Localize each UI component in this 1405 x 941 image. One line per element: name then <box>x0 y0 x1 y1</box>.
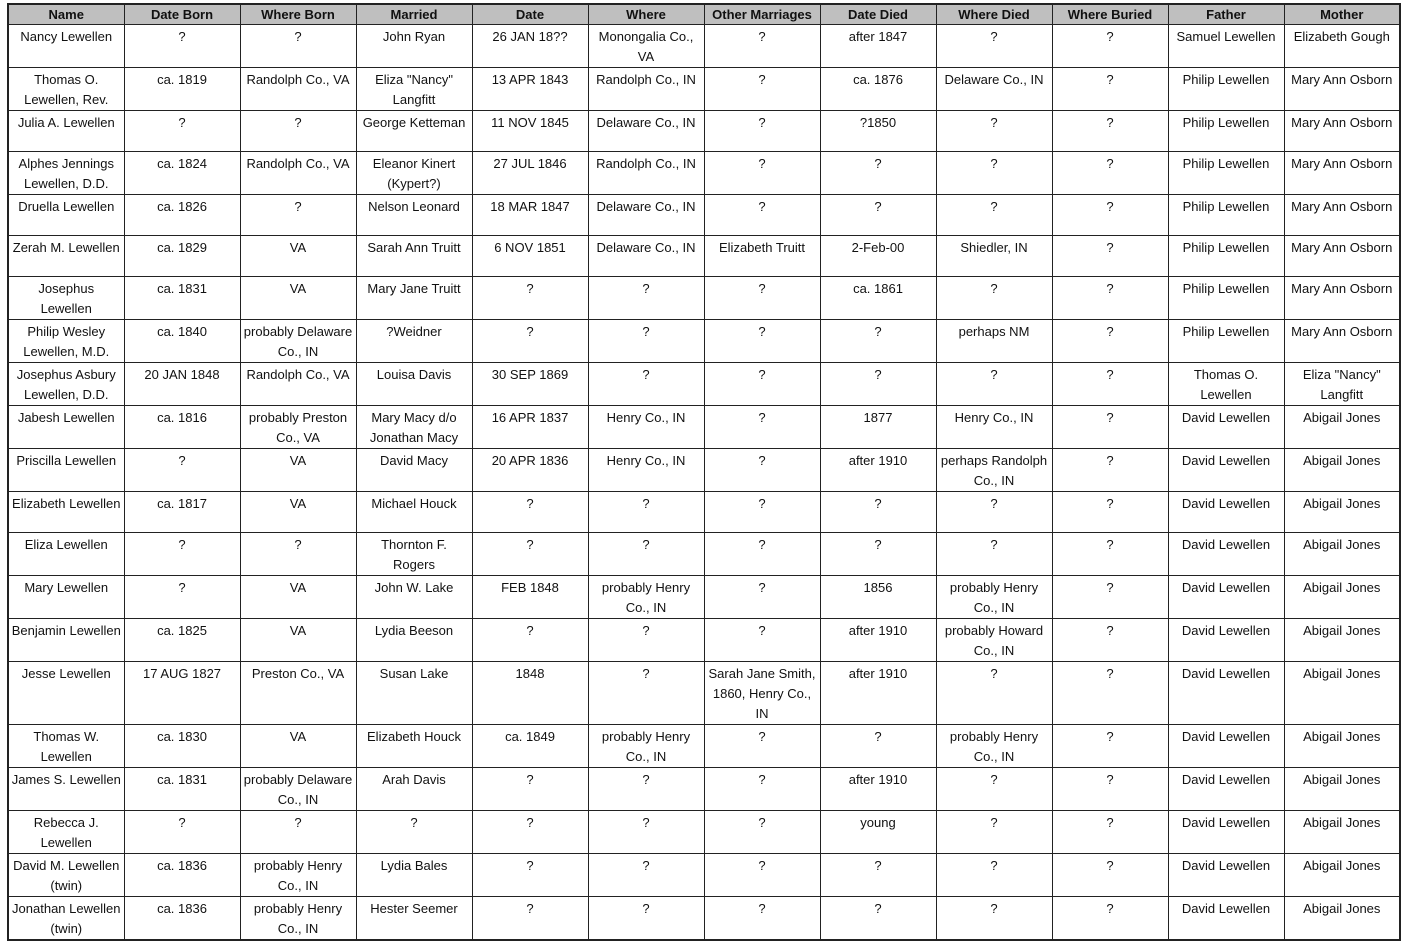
table-row <box>8 853 1400 896</box>
table-cell: after 1910 <box>820 618 936 661</box>
table-cell: ? <box>588 362 704 405</box>
table-cell: 13 APR 1843 <box>472 67 588 110</box>
table-row <box>8 319 1400 362</box>
table-cell: Delaware Co., IN <box>588 110 704 151</box>
table-cell: Philip Lewellen <box>1168 276 1284 319</box>
table-cell: Thomas O. Lewellen <box>1168 362 1284 405</box>
table-cell: ? <box>588 276 704 319</box>
table-row <box>8 405 1400 448</box>
table-cell: Philip Lewellen <box>1168 194 1284 235</box>
table-cell: ? <box>240 532 356 575</box>
table-cell: Henry Co., IN <box>936 405 1052 448</box>
table-cell: Randolph Co., VA <box>240 362 356 405</box>
table-cell: ca. 1817 <box>124 491 240 532</box>
table-cell: ? <box>704 853 820 896</box>
table-row <box>8 24 1400 67</box>
column-header: Name <box>8 4 124 24</box>
table-cell: 18 MAR 1847 <box>472 194 588 235</box>
table-row <box>8 194 1400 235</box>
table-cell: ca. 1836 <box>124 853 240 896</box>
table-cell: Sarah Jane Smith, 1860, Henry Co., IN <box>704 661 820 724</box>
table-cell: Philip Wesley Lewellen, M.D. <box>8 319 124 362</box>
table-cell: ca. 1831 <box>124 276 240 319</box>
table-body <box>8 24 1400 940</box>
table-cell: ? <box>588 767 704 810</box>
table-cell: Randolph Co., VA <box>240 67 356 110</box>
table-cell: ? <box>1052 24 1168 67</box>
table-cell: Eliza "Nancy" Langfitt <box>1284 362 1400 405</box>
column-header: Other Marriages <box>704 4 820 24</box>
table-cell: ? <box>1052 661 1168 724</box>
table-cell: VA <box>240 491 356 532</box>
table-cell: Philip Lewellen <box>1168 319 1284 362</box>
table-cell: Abigail Jones <box>1284 575 1400 618</box>
table-cell: VA <box>240 235 356 276</box>
table-cell: Mary Ann Osborn <box>1284 194 1400 235</box>
table-cell: ? <box>936 896 1052 940</box>
table-cell: Philip Lewellen <box>1168 67 1284 110</box>
column-header: Mother <box>1284 4 1400 24</box>
table-header <box>8 4 1400 24</box>
table-row <box>8 575 1400 618</box>
table-cell: David Lewellen <box>1168 810 1284 853</box>
table-cell: David Lewellen <box>1168 896 1284 940</box>
table-cell: ? <box>1052 151 1168 194</box>
table-cell: ? <box>240 810 356 853</box>
table-cell: after 1847 <box>820 24 936 67</box>
table-cell: ? <box>704 151 820 194</box>
table-cell: ? <box>1052 362 1168 405</box>
table-cell: ? <box>704 618 820 661</box>
table-cell: probably Henry Co., IN <box>588 724 704 767</box>
table-cell: ? <box>704 896 820 940</box>
table-row <box>8 618 1400 661</box>
table-cell: Abigail Jones <box>1284 724 1400 767</box>
table-cell: ? <box>820 724 936 767</box>
table-cell: ? <box>820 319 936 362</box>
table-cell: ? <box>1052 110 1168 151</box>
column-header: Date Born <box>124 4 240 24</box>
table-cell: Abigail Jones <box>1284 810 1400 853</box>
table-cell: after 1910 <box>820 767 936 810</box>
table-cell: VA <box>240 276 356 319</box>
table-cell: Elizabeth Gough <box>1284 24 1400 67</box>
table-cell: ? <box>124 532 240 575</box>
table-cell: David Lewellen <box>1168 724 1284 767</box>
table-cell: Arah Davis <box>356 767 472 810</box>
table-row <box>8 235 1400 276</box>
table-cell: Mary Ann Osborn <box>1284 110 1400 151</box>
table-cell: ? <box>588 532 704 575</box>
table-cell: after 1910 <box>820 661 936 724</box>
table-cell: ? <box>240 110 356 151</box>
table-row <box>8 896 1400 940</box>
table-cell: ? <box>124 448 240 491</box>
table-cell: ? <box>704 276 820 319</box>
table-cell: VA <box>240 448 356 491</box>
table-cell: Philip Lewellen <box>1168 151 1284 194</box>
table-cell: ? <box>704 362 820 405</box>
table-cell: ? <box>1052 319 1168 362</box>
table-cell: ca. 1824 <box>124 151 240 194</box>
table-cell: Mary Ann Osborn <box>1284 67 1400 110</box>
table-cell: ca. 1829 <box>124 235 240 276</box>
table-cell: ? <box>820 151 936 194</box>
table-cell: ? <box>588 810 704 853</box>
table-row <box>8 448 1400 491</box>
table-cell: perhaps Randolph Co., IN <box>936 448 1052 491</box>
table-cell: 16 APR 1837 <box>472 405 588 448</box>
table-cell: ? <box>704 491 820 532</box>
table-cell: ? <box>472 767 588 810</box>
table-cell: ? <box>936 810 1052 853</box>
table-cell: Randolph Co., IN <box>588 151 704 194</box>
table-cell: Abigail Jones <box>1284 853 1400 896</box>
table-cell: ? <box>704 194 820 235</box>
table-cell: Abigail Jones <box>1284 896 1400 940</box>
table-cell: Abigail Jones <box>1284 618 1400 661</box>
table-cell: ? <box>1052 575 1168 618</box>
table-cell: ? <box>588 491 704 532</box>
table-cell: Mary Ann Osborn <box>1284 276 1400 319</box>
table-cell: ? <box>1052 235 1168 276</box>
table-cell: 1877 <box>820 405 936 448</box>
table-cell: ? <box>1052 853 1168 896</box>
table-cell: Josephus Lewellen <box>8 276 124 319</box>
table-cell: ? <box>704 24 820 67</box>
column-header: Where Buried <box>1052 4 1168 24</box>
table-cell: Mary Jane Truitt <box>356 276 472 319</box>
table-cell: ? <box>1052 810 1168 853</box>
table-cell: James S. Lewellen <box>8 767 124 810</box>
table-cell: VA <box>240 724 356 767</box>
table-cell: ca. 1876 <box>820 67 936 110</box>
table-cell: after 1910 <box>820 448 936 491</box>
table-cell: Delaware Co., IN <box>588 235 704 276</box>
table-cell: ? <box>1052 448 1168 491</box>
table-cell: Jesse Lewellen <box>8 661 124 724</box>
table-cell: ? <box>936 362 1052 405</box>
table-cell: ? <box>704 532 820 575</box>
table-cell: 26 JAN 18?? <box>472 24 588 67</box>
table-cell: ? <box>936 532 1052 575</box>
table-cell: Elizabeth Truitt <box>704 235 820 276</box>
table-cell: ? <box>472 853 588 896</box>
table-cell: 17 AUG 1827 <box>124 661 240 724</box>
table-cell: ca. 1826 <box>124 194 240 235</box>
table-cell: VA <box>240 575 356 618</box>
table-cell: ? <box>936 276 1052 319</box>
table-cell: David Macy <box>356 448 472 491</box>
table-cell: probably Henry Co., IN <box>240 853 356 896</box>
table-cell: ? <box>240 24 356 67</box>
table-row <box>8 532 1400 575</box>
table-cell: David Lewellen <box>1168 853 1284 896</box>
genealogy-table <box>7 3 1401 941</box>
table-cell: probably Henry Co., IN <box>588 575 704 618</box>
table-row <box>8 810 1400 853</box>
table-cell: Preston Co., VA <box>240 661 356 724</box>
table-cell: Mary Ann Osborn <box>1284 151 1400 194</box>
table-cell: Henry Co., IN <box>588 448 704 491</box>
table-cell: 11 NOV 1845 <box>472 110 588 151</box>
table-cell: ? <box>936 491 1052 532</box>
table-cell: Mary Ann Osborn <box>1284 319 1400 362</box>
table-cell: ? <box>1052 194 1168 235</box>
table-cell: Elizabeth Houck <box>356 724 472 767</box>
table-cell: Rebecca J. Lewellen <box>8 810 124 853</box>
table-cell: ca. 1831 <box>124 767 240 810</box>
table-cell: ? <box>588 319 704 362</box>
table-cell: Eliza "Nancy" Langfitt <box>356 67 472 110</box>
table-cell: probably Preston Co., VA <box>240 405 356 448</box>
table-cell: ? <box>1052 405 1168 448</box>
column-header: Date Died <box>820 4 936 24</box>
table-cell: ? <box>936 24 1052 67</box>
table-cell: David M. Lewellen (twin) <box>8 853 124 896</box>
table-cell: ? <box>704 724 820 767</box>
table-cell: David Lewellen <box>1168 491 1284 532</box>
column-header: Date <box>472 4 588 24</box>
table-cell: ? <box>1052 618 1168 661</box>
column-header: Where <box>588 4 704 24</box>
table-cell: David Lewellen <box>1168 405 1284 448</box>
table-cell: Josephus Asbury Lewellen, D.D. <box>8 362 124 405</box>
table-cell: ? <box>472 276 588 319</box>
table-cell: FEB 1848 <box>472 575 588 618</box>
table-cell: ca. 1819 <box>124 67 240 110</box>
table-cell: ? <box>820 853 936 896</box>
table-cell: Druella Lewellen <box>8 194 124 235</box>
table-cell: Mary Macy d/o Jonathan Macy <box>356 405 472 448</box>
table-cell: ? <box>124 24 240 67</box>
table-cell: ? <box>1052 767 1168 810</box>
table-cell: Hester Seemer <box>356 896 472 940</box>
table-cell: 27 JUL 1846 <box>472 151 588 194</box>
table-cell: 6 NOV 1851 <box>472 235 588 276</box>
table-cell: probably Delaware Co., IN <box>240 319 356 362</box>
table-cell: Michael Houck <box>356 491 472 532</box>
table-row <box>8 276 1400 319</box>
table-cell: 2-Feb-00 <box>820 235 936 276</box>
table-cell: Louisa Davis <box>356 362 472 405</box>
table-cell: David Lewellen <box>1168 661 1284 724</box>
table-cell: Julia A. Lewellen <box>8 110 124 151</box>
table-cell: probably Delaware Co., IN <box>240 767 356 810</box>
table-cell: ? <box>704 767 820 810</box>
table-cell: Abigail Jones <box>1284 405 1400 448</box>
table-cell: ?1850 <box>820 110 936 151</box>
table-cell: Delaware Co., IN <box>936 67 1052 110</box>
table-cell: Monongalia Co., VA <box>588 24 704 67</box>
table-cell: ? <box>704 405 820 448</box>
table-cell: ? <box>704 575 820 618</box>
table-cell: ? <box>1052 491 1168 532</box>
table-cell: young <box>820 810 936 853</box>
table-cell: probably Henry Co., IN <box>936 575 1052 618</box>
table-cell: ca. 1816 <box>124 405 240 448</box>
table-cell: ? <box>472 810 588 853</box>
table-cell: ca. 1849 <box>472 724 588 767</box>
table-cell: ? <box>472 491 588 532</box>
table-cell: ? <box>472 896 588 940</box>
table-cell: David Lewellen <box>1168 618 1284 661</box>
table-cell: Philip Lewellen <box>1168 110 1284 151</box>
header-row <box>8 4 1400 24</box>
table-cell: Randolph Co., VA <box>240 151 356 194</box>
table-row <box>8 151 1400 194</box>
table-cell: ca. 1836 <box>124 896 240 940</box>
table-row <box>8 767 1400 810</box>
table-cell: ? <box>936 151 1052 194</box>
column-header: Where Died <box>936 4 1052 24</box>
table-cell: ? <box>588 853 704 896</box>
table-cell: ? <box>936 767 1052 810</box>
table-cell: David Lewellen <box>1168 575 1284 618</box>
table-cell: ? <box>1052 724 1168 767</box>
column-header: Where Born <box>240 4 356 24</box>
table-cell: ? <box>704 810 820 853</box>
table-row <box>8 661 1400 724</box>
table-cell: ? <box>936 194 1052 235</box>
table-cell: ?Weidner <box>356 319 472 362</box>
table-row <box>8 362 1400 405</box>
table-cell: ? <box>588 661 704 724</box>
table-cell: Eleanor Kinert (Kypert?) <box>356 151 472 194</box>
table-cell: Mary Lewellen <box>8 575 124 618</box>
table-cell: Abigail Jones <box>1284 448 1400 491</box>
table-cell: ? <box>124 110 240 151</box>
table-cell: George Ketteman <box>356 110 472 151</box>
table-cell: ? <box>704 448 820 491</box>
table-cell: ? <box>588 896 704 940</box>
table-cell: Samuel Lewellen <box>1168 24 1284 67</box>
table-cell: Elizabeth Lewellen <box>8 491 124 532</box>
table-cell: John W. Lake <box>356 575 472 618</box>
table-cell: ? <box>472 532 588 575</box>
table-cell: Shiedler, IN <box>936 235 1052 276</box>
column-header: Married <box>356 4 472 24</box>
table-cell: probably Howard Co., IN <box>936 618 1052 661</box>
table-cell: probably Henry Co., IN <box>240 896 356 940</box>
table-row <box>8 491 1400 532</box>
table-cell: Nancy Lewellen <box>8 24 124 67</box>
table-cell: Eliza Lewellen <box>8 532 124 575</box>
table-cell: Thomas O. Lewellen, Rev. <box>8 67 124 110</box>
table-cell: Randolph Co., IN <box>588 67 704 110</box>
table-cell: ? <box>820 896 936 940</box>
table-cell: perhaps NM <box>936 319 1052 362</box>
table-cell: ? <box>936 853 1052 896</box>
table-cell: Thornton F. Rogers <box>356 532 472 575</box>
table-cell: ? <box>820 491 936 532</box>
table-cell: ? <box>356 810 472 853</box>
table-cell: David Lewellen <box>1168 532 1284 575</box>
table-cell: ? <box>1052 896 1168 940</box>
table-cell: Nelson Leonard <box>356 194 472 235</box>
table-cell: ? <box>704 67 820 110</box>
table-cell: ? <box>1052 67 1168 110</box>
table-row <box>8 67 1400 110</box>
table-cell: Benjamin Lewellen <box>8 618 124 661</box>
table-cell: ? <box>240 194 356 235</box>
table-cell: Abigail Jones <box>1284 491 1400 532</box>
table-cell: Philip Lewellen <box>1168 235 1284 276</box>
table-cell: ? <box>704 110 820 151</box>
table-cell: John Ryan <box>356 24 472 67</box>
table-cell: Lydia Bales <box>356 853 472 896</box>
table-cell: Abigail Jones <box>1284 532 1400 575</box>
table-cell: ? <box>124 810 240 853</box>
table-cell: Henry Co., IN <box>588 405 704 448</box>
table-cell: Susan Lake <box>356 661 472 724</box>
table-cell: Delaware Co., IN <box>588 194 704 235</box>
table-cell: ? <box>1052 276 1168 319</box>
table-cell: ? <box>472 319 588 362</box>
table-cell: Abigail Jones <box>1284 661 1400 724</box>
table-row <box>8 110 1400 151</box>
table-cell: ? <box>704 319 820 362</box>
table-cell: ? <box>472 618 588 661</box>
table-cell: Mary Ann Osborn <box>1284 235 1400 276</box>
table-cell: ? <box>124 575 240 618</box>
table-cell: ? <box>820 532 936 575</box>
table-cell: Thomas W. Lewellen <box>8 724 124 767</box>
table-cell: ca. 1861 <box>820 276 936 319</box>
table-cell: ? <box>820 362 936 405</box>
table-cell: 1856 <box>820 575 936 618</box>
table-cell: 30 SEP 1869 <box>472 362 588 405</box>
table-cell: Jonathan Lewellen (twin) <box>8 896 124 940</box>
table-cell: ca. 1830 <box>124 724 240 767</box>
table-cell: Alphes Jennings Lewellen, D.D. <box>8 151 124 194</box>
table-cell: ? <box>588 618 704 661</box>
table-cell: David Lewellen <box>1168 767 1284 810</box>
table-cell: ca. 1840 <box>124 319 240 362</box>
table-cell: Priscilla Lewellen <box>8 448 124 491</box>
table-cell: Sarah Ann Truitt <box>356 235 472 276</box>
table-cell: ca. 1825 <box>124 618 240 661</box>
column-header: Father <box>1168 4 1284 24</box>
table-cell: 20 JAN 1848 <box>124 362 240 405</box>
table-cell: David Lewellen <box>1168 448 1284 491</box>
table-cell: ? <box>1052 532 1168 575</box>
table-cell: VA <box>240 618 356 661</box>
table-cell: probably Henry Co., IN <box>936 724 1052 767</box>
table-row <box>8 724 1400 767</box>
table-cell: 20 APR 1836 <box>472 448 588 491</box>
table-cell: ? <box>820 194 936 235</box>
table-cell: Zerah M. Lewellen <box>8 235 124 276</box>
table-cell: Jabesh Lewellen <box>8 405 124 448</box>
table-cell: ? <box>936 661 1052 724</box>
table-cell: ? <box>936 110 1052 151</box>
table-cell: Abigail Jones <box>1284 767 1400 810</box>
table-cell: 1848 <box>472 661 588 724</box>
table-cell: Lydia Beeson <box>356 618 472 661</box>
